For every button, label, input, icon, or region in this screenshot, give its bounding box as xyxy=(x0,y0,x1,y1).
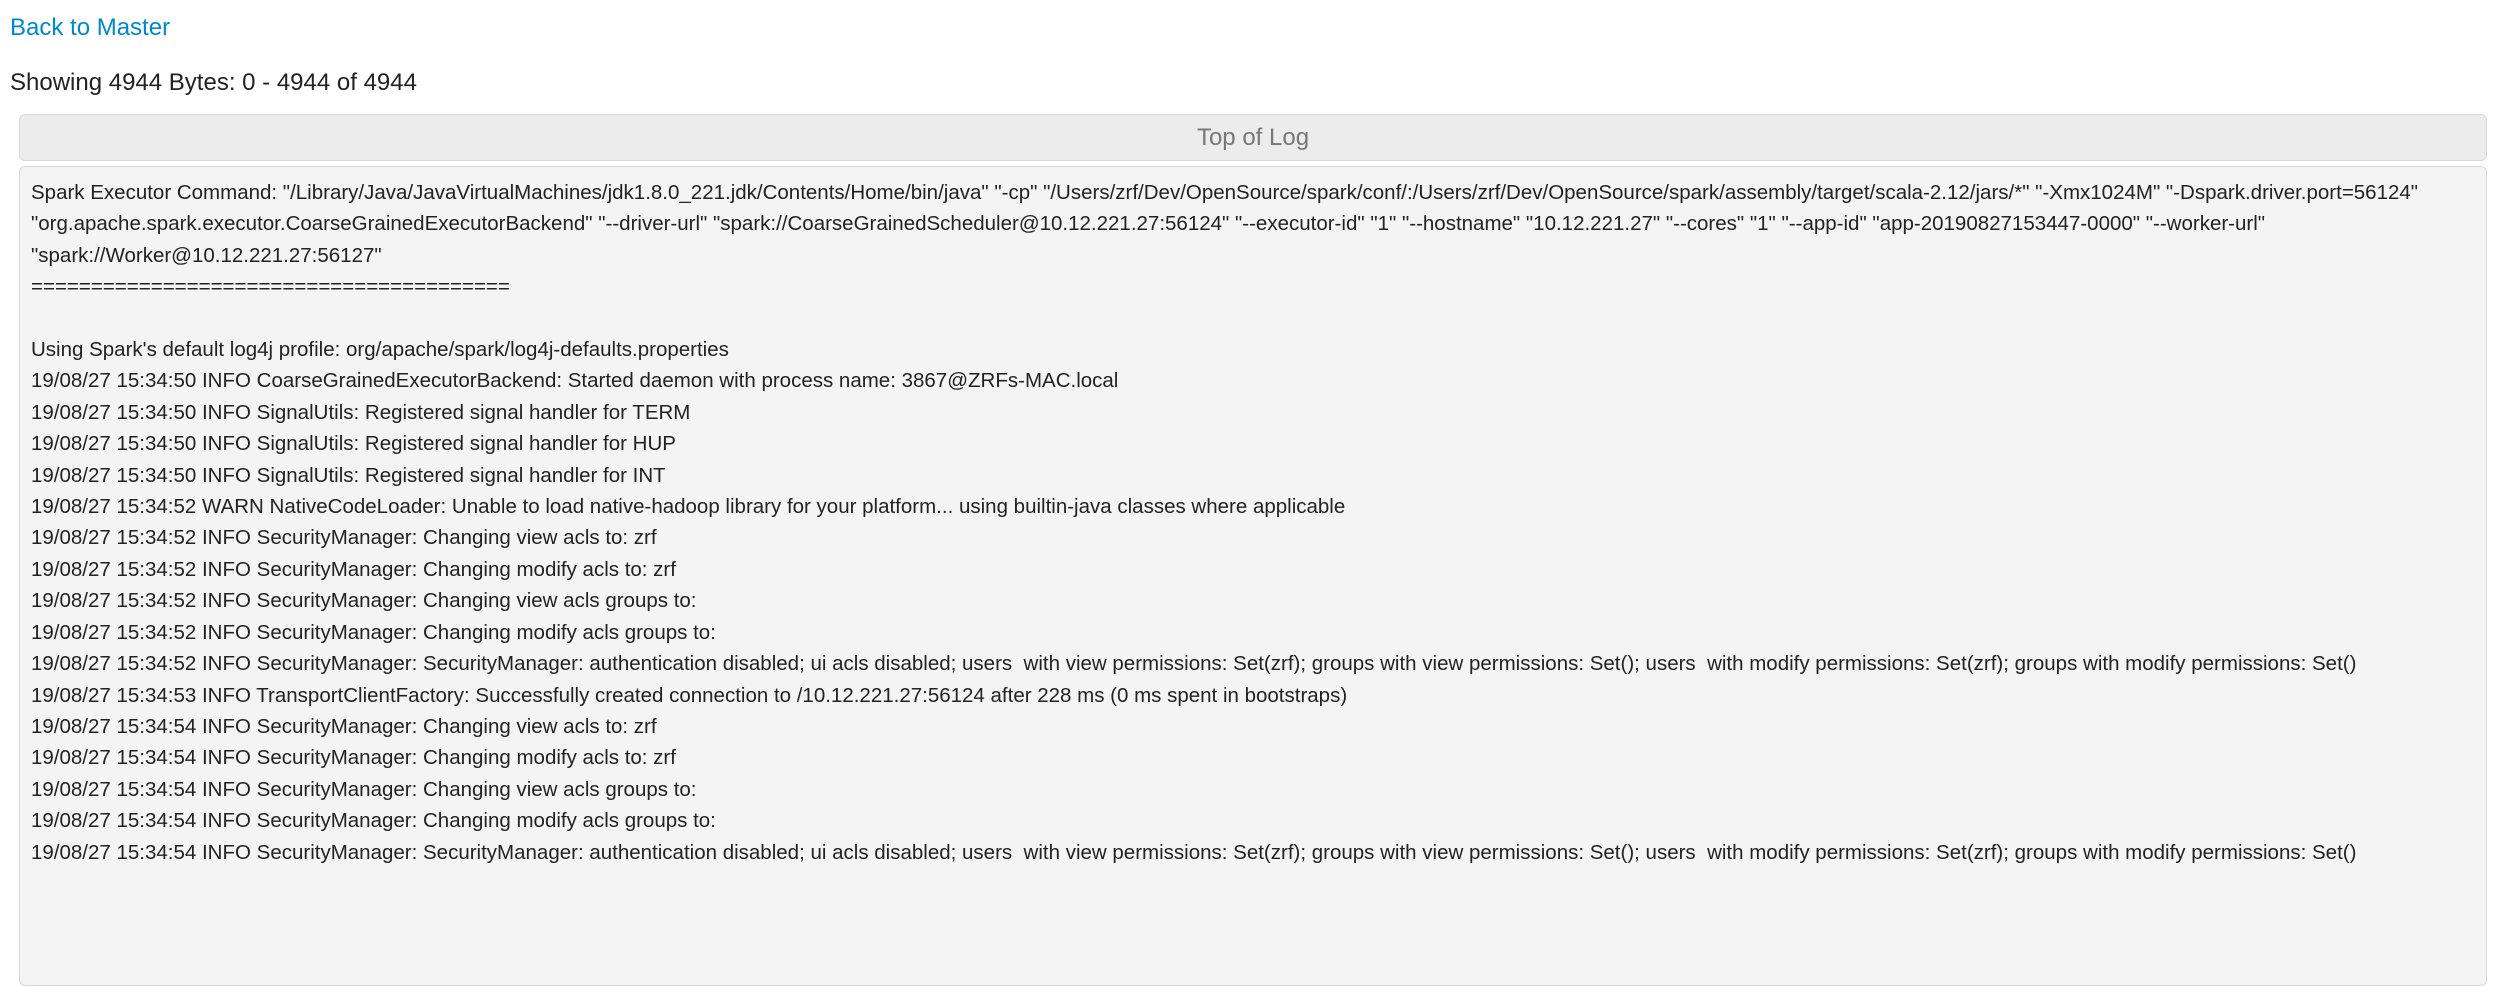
log-line: 19/08/27 15:34:52 INFO SecurityManager: Changing modify acls to: zrf xyxy=(31,557,676,581)
log-line: 19/08/27 15:34:50 INFO CoarseGrainedExecutorBackend: Started daemon with process name: 3867@ZRFs-MAC.local xyxy=(31,369,1119,393)
log-line: 19/08/27 15:34:54 INFO SecurityManager: SecurityManager: authentication disabled; ui acls disabled; users with view permissions: Set(zrf); groups with view permissions: Set(); users with modify permissions: Set(zrf); groups with modify permissions: Set() xyxy=(31,840,2357,864)
log-line: Spark Executor Command: "/Library/Java/JavaVirtualMachines/jdk1.8.0_221.jdk/Contents/Home/bin/java" "-cp" "/Users/zrf/Dev/OpenSource/spark/conf/:/Users/zrf/Dev/OpenSource/spark/assembly/target/scala-2.12/jars/*" "-Xmx1024M" "-Dspark.driver.port=56124" "org.apache.spark.executor.CoarseGrainedExecutorBackend" "--driver-url" "spark://CoarseGrainedScheduler@10.12.221.27:56124" "--executor-id" "1" "--hostname" "10.12.221.27" "--cores" "1" "--app-id" "app-20190827153447-0000" "--worker-url" "spark://Worker@10.12.221.27:56127" xyxy=(31,181,2424,267)
log-text xyxy=(31,177,2474,868)
byte-range-summary: Showing 4944 Bytes: 0 - 4944 of 4944 xyxy=(10,69,417,96)
log-line: 19/08/27 15:34:52 INFO SecurityManager: Changing view acls to: zrf xyxy=(31,526,657,550)
log-line xyxy=(31,303,2474,334)
log-content-panel[interactable] xyxy=(19,166,2487,986)
log-line: 19/08/27 15:34:50 INFO SignalUtils: Registered signal handler for TERM xyxy=(31,400,691,424)
log-line: 19/08/27 15:34:53 INFO TransportClientFactory: Successfully created connection to /10.12.221.27:56124 after 228 ms (0 ms spent in bootstraps) xyxy=(31,683,1348,707)
log-line: 19/08/27 15:34:52 WARN NativeCodeLoader: Unable to load native-hadoop library for your platform... using builtin-java classes where applicable xyxy=(31,495,1346,519)
log-line: 19/08/27 15:34:50 INFO SignalUtils: Registered signal handler for INT xyxy=(31,463,666,487)
log-line: 19/08/27 15:34:50 INFO SignalUtils: Registered signal handler for HUP xyxy=(31,432,676,456)
log-line: 19/08/27 15:34:52 INFO SecurityManager: SecurityManager: authentication disabled; ui acls disabled; users with view permissions: Set(zrf); groups with view permissions: Set(); users with modify permissions: Set(zrf); groups with modify permissions: Set() xyxy=(31,652,2357,676)
back-to-master-link[interactable]: Back to Master xyxy=(10,14,171,41)
log-line: Using Spark's default log4j profile: org/apache/spark/log4j-defaults.properties xyxy=(31,338,729,362)
log-line: 19/08/27 15:34:52 INFO SecurityManager: Changing view acls groups to: xyxy=(31,589,703,613)
log-line: 19/08/27 15:34:54 INFO SecurityManager: Changing view acls groups to: xyxy=(31,777,703,801)
log-line: 19/08/27 15:34:54 INFO SecurityManager: Changing view acls to: zrf xyxy=(31,714,657,738)
log-line: 19/08/27 15:34:52 INFO SecurityManager: Changing modify acls groups to: xyxy=(31,620,722,644)
log-line: 19/08/27 15:34:54 INFO SecurityManager: Changing modify acls to: zrf xyxy=(31,746,676,770)
log-line: ======================================== xyxy=(31,275,510,299)
log-line: 19/08/27 15:34:54 INFO SecurityManager: Changing modify acls groups to: xyxy=(31,809,722,833)
top-of-log-button[interactable]: Top of Log xyxy=(19,114,2487,161)
